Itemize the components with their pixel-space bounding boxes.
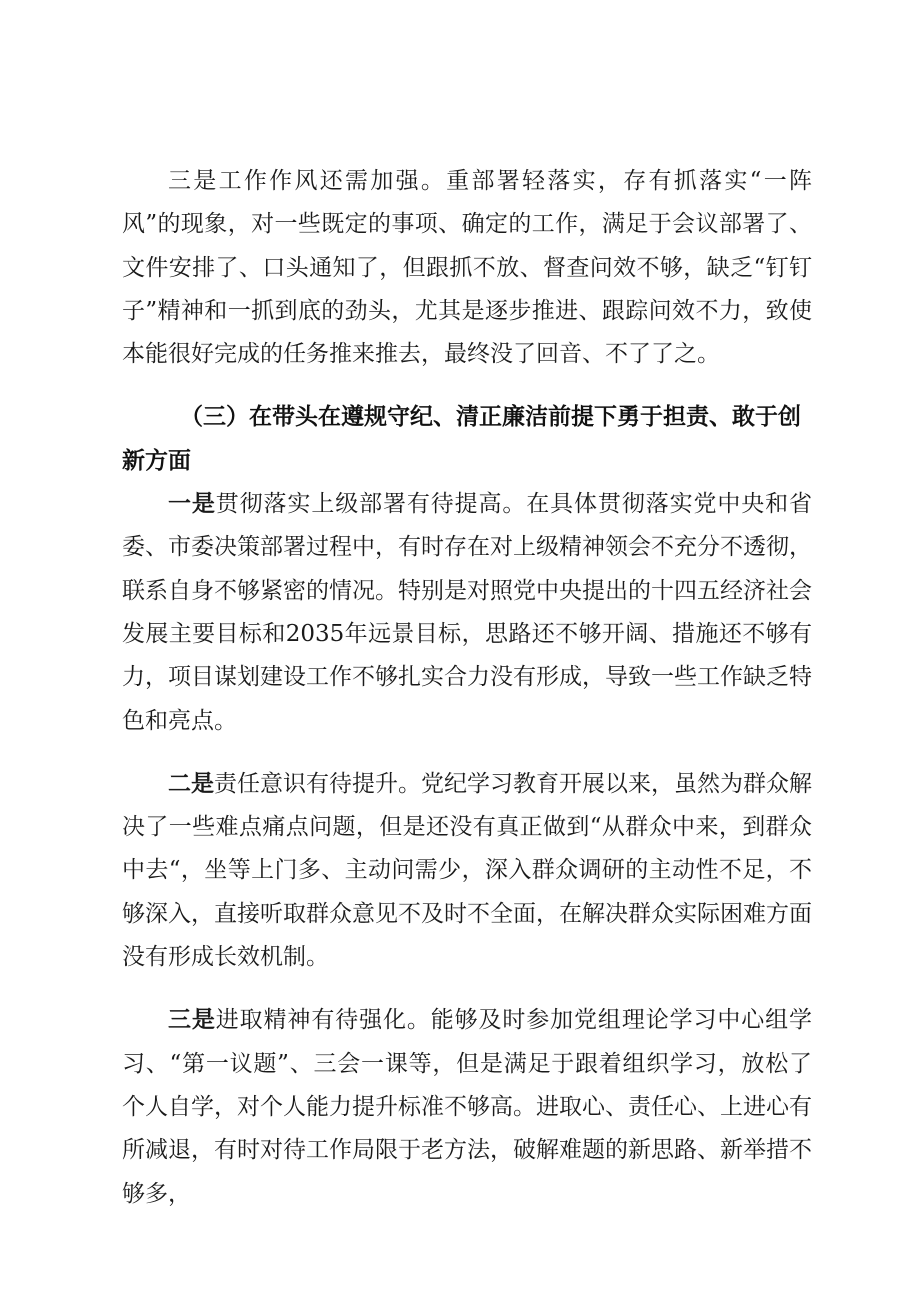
- item-3-text: 进取精神有待强化。能够及时参加党组理论学习中心组学习、“第一议题”、三会一课等，但是满足于跟着组织学习，放松了个人自学，对个人能力提升标准不够高。进取心、责任心、上进心有所减退，有时对待工作局限于老方法，破解难题的新思路、新举措不够多，: [122, 1007, 813, 1207]
- item-1-text: 贯彻落实上级部署有待提高。在具体贯彻落实党中央和省委、市委决策部署过程中，有时存在对上级精神领会不充分不透彻，联系自身不够紧密的情况。特别是对照党中央提出的十四五经济社会发展主要目标和2035年远景目标，思路还不够开阔、措施还不够有力，项目谋划建设工作不够扎实合力没有形成，导致一些工作缺乏特色和亮点。: [122, 491, 813, 734]
- item-2-lead: 二是: [168, 770, 214, 797]
- document-body: [122, 160, 812, 1216]
- item-1-lead: 一是: [168, 491, 216, 518]
- section-heading: （三）在带头在遵规守纪、清正廉洁前提下勇于担责、敢于创新方面: [122, 404, 801, 474]
- paragraph-work-style: 三是工作作风还需加强。重部署轻落实，存有抓落实“一阵风”的现象，对一些既定的事项、确定的工作，满足于会议部署了、文件安排了、口头通知了，但跟抓不放、督查问效不够，缺乏“钉钉子”精神和一抓到底的劲头，尤其是逐步推进、跟踪问效不力，致使本能很好完成的任务推来推去，最终没了回音、不了了之。: [122, 168, 812, 368]
- paragraph-item-2: [122, 763, 812, 979]
- item-3-lead: 三是: [168, 1007, 216, 1034]
- paragraph-item-3: [122, 999, 812, 1215]
- item-2-text: 责任意识有待提升。党纪学习教育开展以来，虽然为群众解决了一些难点痛点问题，但是还没有真正做到“从群众中来，到群众中去“，坐等上门多、主动问需少，深入群众调研的主动性不足，不够深入，直接听取群众意见不及时不全面，在解决群众实际困难方面没有形成长效机制。: [122, 770, 812, 971]
- paragraph-item-1: [122, 483, 812, 743]
